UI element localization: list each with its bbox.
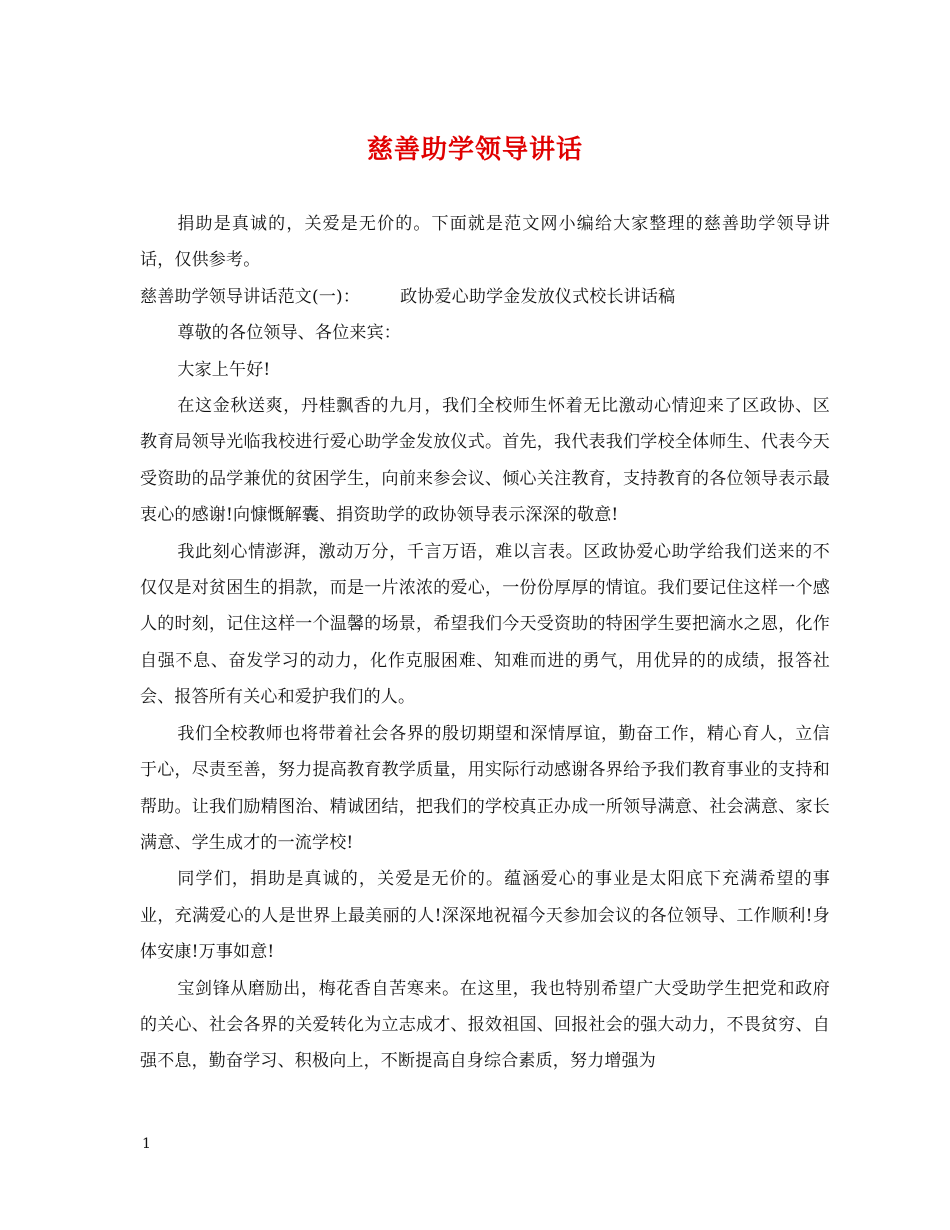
greeting-line: 大家上午好! bbox=[177, 359, 271, 380]
greeting-line: 尊敬的各位领导、各位来宾： bbox=[177, 323, 401, 344]
body-paragraph: 我此刻心情澎湃，激动万分，千言万语，难以言表。区政协爱心助学给我们送来的不仅仅是对贫困生的捐款，而是一片浓浓的爱心，一份份厚厚的情谊。我们要记住这样一个感人的时刻，记住这样一个温馨的场景，希望我们今天受资助的特困学生要把滴水之恩，化作自强不息、奋发学习的动力，化作克服困难、知难而进的勇气，用优异的的成绩，报答社会、报答所有关心和爱护我们的人。 bbox=[140, 541, 830, 708]
document-title: 慈善助学领导讲话 bbox=[366, 135, 583, 165]
page-number: 1 bbox=[142, 1136, 151, 1152]
body-paragraph: 同学们，捐助是真诚的，关爱是无价的。蕴涵爱心的事业是太阳底下充满希望的事业，充满爱心的人是世界上最美丽的人!深深地祝福今天参加会议的各位领导、工作顺利!身体安康!万事如意! bbox=[140, 869, 830, 963]
subheading-line bbox=[140, 279, 830, 315]
intro-paragraph: 捐助是真诚的，关爱是无价的。下面就是范文网小编给大家整理的慈善助学领导讲话，仅供参考。 bbox=[140, 214, 830, 271]
body-paragraph: 宝剑锋从磨励出，梅花香自苦寒来。在这里，我也特别希望广大受助学生把党和政府的关心、社会各界的关爱转化为立志成才、报效祖国、回报社会的强大动力，不畏贫穷、自强不息，勤奋学习、积极向上，不断提高自身综合素质，努力增强为 bbox=[140, 978, 830, 1072]
document-body bbox=[140, 206, 830, 1080]
body-paragraph: 在这金秋送爽，丹桂飘香的九月，我们全校师生怀着无比激动心情迎来了区政协、区教育局领导光临我校进行爱心助学金发放仪式。首先，我代表我们学校全体师生、代表今天受资助的品学兼优的贫困学生，向前来参会议、倾心关注教育，支持教育的各位领导表示最衷心的感谢!向慷慨解囊、捐资助学的政协领导表示深深的敬意! bbox=[140, 396, 830, 526]
subheading-right: 政协爱心助学金发放仪式校长讲话稿 bbox=[400, 286, 676, 307]
subheading-left: 慈善助学领导讲话范文(一)： bbox=[140, 286, 361, 307]
body-paragraph: 我们全校教师也将带着社会各界的殷切期望和深情厚谊，勤奋工作，精心育人，立信于心，尽责至善，努力提高教育教学质量，用实际行动感谢各界给予我们教育事业的支持和帮助。让我们励精图治、精诚团结，把我们的学校真正办成一所领导满意、社会满意、家长满意、学生成才的一流学校! bbox=[140, 723, 830, 853]
